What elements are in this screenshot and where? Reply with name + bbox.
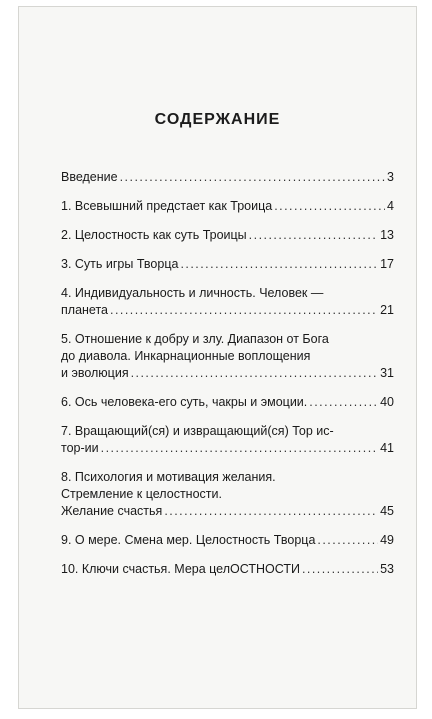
toc-entry-4[interactable]	[61, 285, 394, 319]
toc-entry-intro[interactable]	[61, 169, 394, 186]
toc-entry-title-continued: тор-ии	[61, 441, 99, 455]
toc-entry-1[interactable]	[61, 198, 394, 215]
toc-entry-title: Введение	[61, 170, 118, 184]
toc-page-number: 49	[380, 533, 394, 547]
toc-entry-title: 9. О мере. Смена мер. Целостность Творца	[61, 533, 316, 547]
toc-entry-title: 6. Ось человека-его суть, чакры и эмоции.	[61, 395, 308, 409]
dot-leader	[317, 532, 378, 549]
toc-page-number: 41	[380, 441, 394, 455]
toc-entry-title-continued: Желание счастья	[61, 504, 163, 518]
toc-entry-10[interactable]	[61, 561, 394, 578]
toc-entry-title: 3. Суть игры Творца	[61, 257, 179, 271]
toc-page-number: 4	[387, 199, 394, 213]
toc-page-number: 53	[380, 562, 394, 576]
dot-leader	[249, 227, 378, 244]
toc-page-number: 40	[380, 395, 394, 409]
toc-entry-title: 2. Целостность как суть Троицы	[61, 228, 247, 242]
dot-leader	[164, 503, 378, 520]
page-title: СОДЕРЖАНИЕ	[154, 111, 281, 128]
dot-leader	[302, 561, 378, 578]
toc-entry-2[interactable]	[61, 227, 394, 244]
dot-leader	[274, 198, 385, 215]
toc-page-number: 31	[380, 366, 394, 380]
toc-entry-8[interactable]	[61, 469, 394, 520]
toc-entry-title: 5. Отношение к добру и злу. Диапазон от Бога	[61, 332, 329, 346]
toc-entry-title: 1. Всевышний предстает как Троица	[61, 199, 273, 213]
dot-leader	[309, 394, 378, 411]
dot-leader	[101, 440, 378, 457]
toc-entry-title: 7. Вращающий(ся) и извращающий(ся) Тор ис-	[61, 424, 334, 438]
toc-page-number: 45	[380, 504, 394, 518]
toc-entry-title-continued: до диавола. Инкарнационные воплощения	[61, 349, 311, 363]
dot-leader	[120, 169, 385, 186]
table-of-contents	[61, 169, 394, 578]
toc-page-number: 13	[380, 228, 394, 242]
dot-leader	[131, 365, 379, 382]
toc-entry-title-continued: и эволюция	[61, 366, 129, 380]
toc-entry-title: 4. Индивидуальность и личность. Человек —	[61, 286, 324, 300]
toc-entry-9[interactable]	[61, 532, 394, 549]
toc-entry-6[interactable]	[61, 394, 394, 411]
toc-page-number: 17	[380, 257, 394, 271]
dot-leader	[180, 256, 378, 273]
toc-entry-title-continued: Стремление к целостности.	[61, 487, 222, 501]
toc-entry-3[interactable]	[61, 256, 394, 273]
dot-leader	[110, 302, 378, 319]
toc-entry-title-continued: планета	[61, 303, 108, 317]
toc-entry-title: 10. Ключи счастья. Мера целОСТНОСТИ	[61, 562, 300, 576]
toc-entry-5[interactable]	[61, 331, 394, 382]
book-page	[18, 6, 417, 709]
toc-entry-7[interactable]	[61, 423, 394, 457]
toc-page-number: 21	[380, 303, 394, 317]
toc-page-number: 3	[387, 170, 394, 184]
toc-entry-title: 8. Психология и мотивация желания.	[61, 470, 276, 484]
